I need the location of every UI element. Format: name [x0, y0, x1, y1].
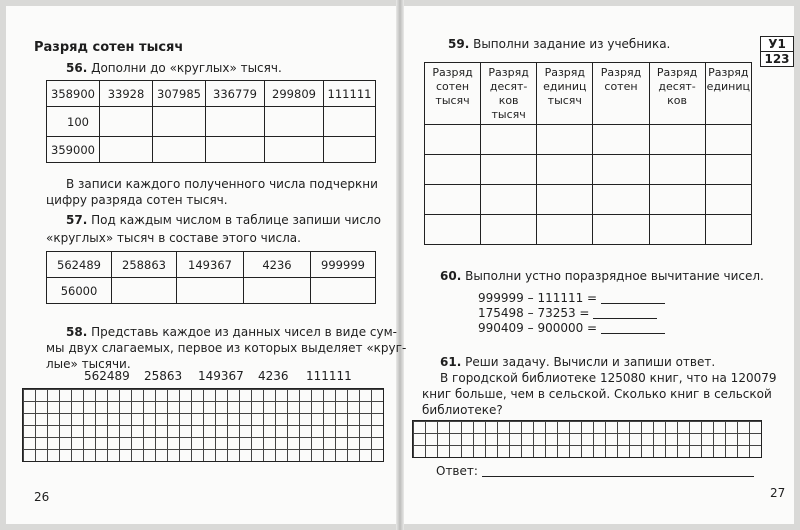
ex56-note-line2: цифру разряда сотен тысяч. [46, 193, 228, 207]
ex58-number-1: 25863 [144, 369, 183, 383]
ex59-text: Выполни задание из учебника. [473, 37, 671, 51]
ex60-heading [440, 268, 764, 285]
table-cell[interactable] [593, 185, 649, 215]
table-cell[interactable] [705, 215, 751, 245]
ex58-number-0: 562489 [84, 369, 130, 383]
ex58-line1: Представь каждое из данных чисел в виде сум- [91, 325, 397, 339]
table-row [47, 107, 376, 137]
table-cell: 336779 [206, 81, 265, 107]
table-row [425, 185, 752, 215]
header-units: Разряд единиц [705, 63, 751, 125]
ex59-heading [448, 36, 670, 53]
table-cell[interactable] [153, 137, 206, 163]
table-row [47, 81, 376, 107]
table-cell[interactable] [649, 215, 705, 245]
page-number-right: 27 [770, 486, 786, 500]
table-row [425, 155, 752, 185]
table-cell: 56000 [47, 278, 112, 304]
table-cell: 4236 [244, 252, 311, 278]
ex61-line1: В городской библиотеке 125080 книг, что на 120079 [440, 371, 777, 385]
ex57-heading [66, 212, 381, 229]
ex60-number: 60. [440, 269, 462, 283]
header-hundreds: Разряд сотен [593, 63, 649, 125]
table-cell[interactable] [537, 185, 593, 215]
unit-badge [760, 36, 794, 67]
ex57-line2: «круглых» тысяч в составе этого числа. [46, 231, 301, 245]
ex61-line2: книг больше, чем в сельской. Сколько книг в сельской [422, 387, 772, 401]
table-cell[interactable] [100, 137, 153, 163]
table-cell[interactable] [425, 185, 481, 215]
table-cell[interactable] [425, 155, 481, 185]
table-cell[interactable] [593, 125, 649, 155]
table-cell[interactable] [177, 278, 244, 304]
ex60-expression-2: 990409 – 900000 = [478, 320, 665, 337]
table-cell[interactable] [206, 137, 265, 163]
answer-blank[interactable] [593, 318, 657, 319]
table-cell[interactable] [537, 215, 593, 245]
table-cell[interactable] [311, 278, 376, 304]
header-thousands: Разряд единиц тысяч [537, 63, 593, 125]
table-cell[interactable] [537, 125, 593, 155]
table-cell[interactable] [705, 185, 751, 215]
section-title: Разряд сотен тысяч [34, 40, 184, 55]
ex61-heading [440, 354, 715, 371]
table-cell: 359000 [47, 137, 100, 163]
table-row [425, 125, 752, 155]
ex60-text: Выполни устно поразрядное вычитание чисел. [465, 269, 764, 283]
table-cell: 258863 [112, 252, 177, 278]
table-cell: 999999 [311, 252, 376, 278]
table-row [47, 137, 376, 163]
header-tens: Разряд десят- ков [649, 63, 705, 125]
table-cell[interactable] [593, 155, 649, 185]
table-cell[interactable] [649, 185, 705, 215]
ex60-expression-1: 175498 – 73253 = [478, 305, 657, 322]
ex56-table [46, 80, 376, 163]
ex58-line3: лые» тысячи. [46, 357, 131, 371]
table-cell: 100 [47, 107, 100, 137]
table-cell[interactable] [324, 137, 376, 163]
table-cell: 358900 [47, 81, 100, 107]
table-cell[interactable] [649, 125, 705, 155]
ex56-text: Дополни до «круглых» тысяч. [91, 61, 282, 75]
ex58-answer-grid[interactable] [22, 388, 384, 462]
table-cell[interactable] [481, 185, 537, 215]
ex58-number: 58. [66, 325, 88, 339]
page-number-left: 26 [34, 490, 50, 504]
ex61-answer-line[interactable] [482, 476, 754, 477]
table-cell[interactable] [537, 155, 593, 185]
header-hundred-thousands: Разряд сотен тысяч [425, 63, 481, 125]
table-cell[interactable] [481, 125, 537, 155]
table-cell[interactable] [425, 215, 481, 245]
ex58-number-2: 149367 [198, 369, 244, 383]
table-row [47, 252, 376, 278]
header-ten-thousands: Разряд десят- ков тысяч [481, 63, 537, 125]
table-cell[interactable] [244, 278, 311, 304]
ex58-line2: мы двух слагаемых, первое из которых выделяет «круг- [46, 341, 407, 355]
ex61-answer-label: Ответ: [436, 464, 478, 478]
ex56-note-line1: В записи каждого полученного числа подчеркни [66, 177, 378, 191]
table-header-row [425, 63, 752, 125]
ex58-number-4: 111111 [306, 369, 352, 383]
ex59-table [424, 62, 752, 245]
table-cell[interactable] [324, 107, 376, 137]
table-cell[interactable] [206, 107, 265, 137]
table-cell[interactable] [153, 107, 206, 137]
ex56-heading [66, 60, 282, 77]
table-cell[interactable] [705, 125, 751, 155]
table-cell[interactable] [481, 155, 537, 185]
table-cell[interactable] [649, 155, 705, 185]
ex61-line3: библиотеке? [422, 403, 503, 417]
table-cell: 562489 [47, 252, 112, 278]
table-cell: 33928 [100, 81, 153, 107]
table-cell[interactable] [705, 155, 751, 185]
unit-badge-bottom: 123 [761, 51, 793, 66]
ex58-number-3: 4236 [258, 369, 289, 383]
ex58-heading [66, 324, 397, 341]
ex57-number: 57. [66, 213, 88, 227]
book-spine [396, 0, 404, 530]
ex57-table [46, 251, 376, 304]
ex57-line1: Под каждым числом в таблице запиши число [91, 213, 381, 227]
ex61-text: Реши задачу. Вычисли и запиши ответ. [465, 355, 716, 369]
table-cell[interactable] [593, 215, 649, 245]
table-cell: 307985 [153, 81, 206, 107]
table-cell[interactable] [265, 107, 324, 137]
ex60-expression-0: 999999 – 111111 = [478, 290, 665, 307]
table-cell: 299809 [265, 81, 324, 107]
answer-blank[interactable] [601, 333, 665, 334]
table-cell: 111111 [324, 81, 376, 107]
unit-badge-top: У1 [768, 37, 786, 51]
table-cell: 149367 [177, 252, 244, 278]
table-cell[interactable] [112, 278, 177, 304]
answer-blank[interactable] [601, 303, 665, 304]
table-cell[interactable] [425, 125, 481, 155]
table-cell[interactable] [100, 107, 153, 137]
ex59-number: 59. [448, 37, 470, 51]
table-cell[interactable] [265, 137, 324, 163]
ex61-number: 61. [440, 355, 462, 369]
ex61-answer-grid[interactable] [412, 420, 762, 458]
table-row [425, 215, 752, 245]
table-cell[interactable] [481, 215, 537, 245]
ex56-number: 56. [66, 61, 88, 75]
table-row [47, 278, 376, 304]
